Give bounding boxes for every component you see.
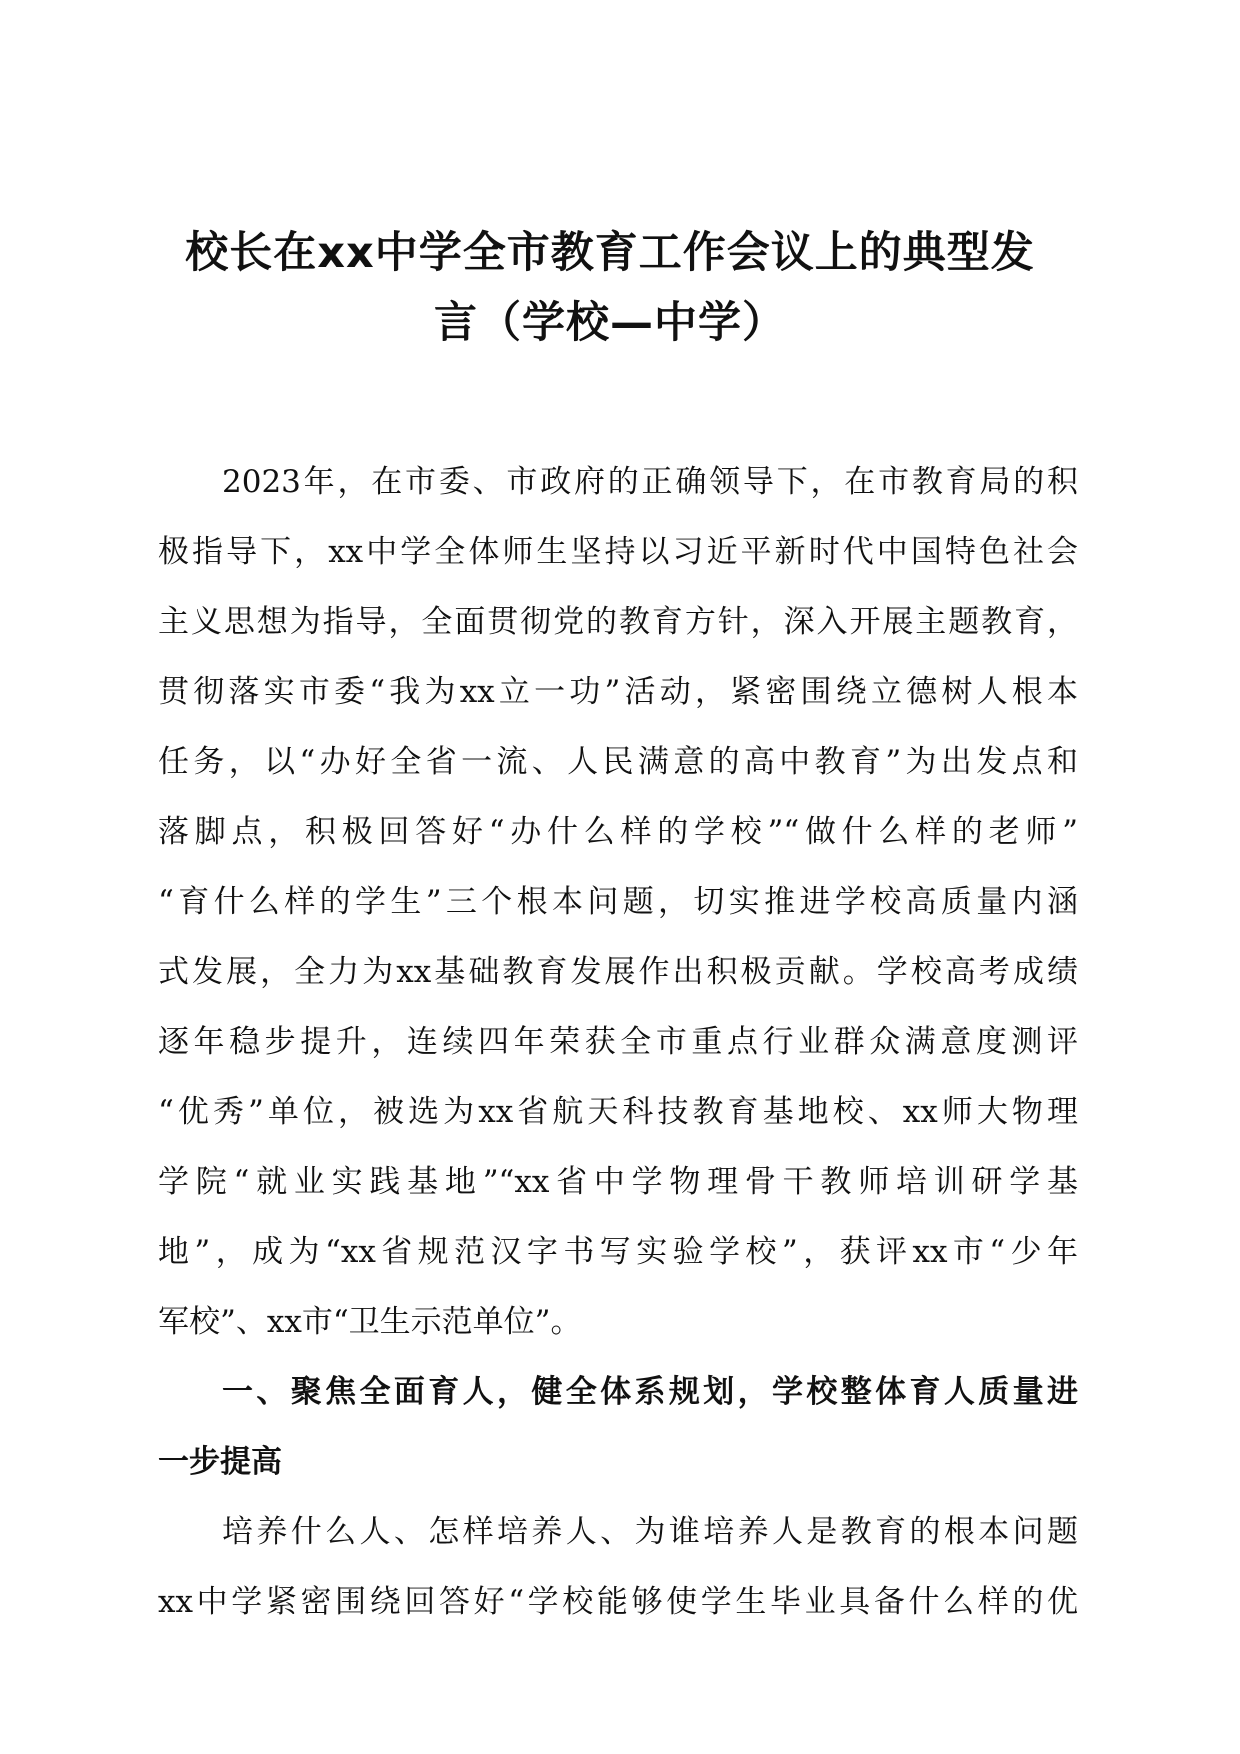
document-body: [158, 447, 1078, 1637]
section-heading-1: [158, 1357, 1078, 1497]
paragraph-line: 学院“就业实践基地”“xx省中学物理骨干教师培训研学基: [158, 1164, 1078, 1200]
paragraph-line: 任务，以“办好全省一流、人民满意的高中教育”为出发点和: [158, 744, 1078, 780]
paragraph-line: 贯彻落实市委“我为xx立一功”活动，紧密围绕立德树人根本: [158, 674, 1078, 710]
document-title: [150, 218, 1070, 358]
paragraph-line: 培养什么人、怎样培养人、为谁培养人是教育的根本问题: [222, 1514, 1078, 1550]
paragraph-line: 军校”、xx市“卫生示范单位”。: [158, 1304, 582, 1340]
title-line-2: 言（学校—中学）: [434, 298, 786, 348]
paragraph-line: 式发展，全力为xx基础教育发展作出积极贡献。学校高考成绩: [158, 954, 1078, 990]
paragraph-line: 主义思想为指导，全面贯彻党的教育方针，深入开展主题教育，: [158, 604, 1078, 640]
paragraph-line: 逐年稳步提升，连续四年荣获全市重点行业群众满意度测评: [158, 1024, 1078, 1060]
heading-line: 一、聚焦全面育人，健全体系规划，学校整体育人质量进: [222, 1374, 1078, 1410]
paragraph-line: 极指导下，xx中学全体师生坚持以习近平新时代中国特色社会: [158, 534, 1078, 570]
paragraph-section-1: [158, 1497, 1078, 1637]
title-line-1: 校长在xx中学全市教育工作会议上的典型发: [185, 228, 1035, 278]
paragraph-line: “优秀”单位，被选为xx省航天科技教育基地校、xx师大物理: [158, 1094, 1078, 1130]
paragraph-line: 落脚点，积极回答好“办什么样的学校”“做什么样的老师”: [158, 814, 1078, 850]
paragraph-intro: [158, 447, 1078, 1357]
paragraph-line: xx中学紧密围绕回答好“学校能够使学生毕业具备什么样的优: [158, 1584, 1078, 1620]
paragraph-line: “育什么样的学生”三个根本问题，切实推进学校高质量内涵: [158, 884, 1078, 920]
paragraph-line: 2023年，在市委、市政府的正确领导下，在市教育局的积: [222, 464, 1078, 500]
heading-line: 一步提高: [158, 1444, 282, 1480]
paragraph-line: 地”，成为“xx省规范汉字书写实验学校”，获评xx市“少年: [158, 1234, 1078, 1270]
